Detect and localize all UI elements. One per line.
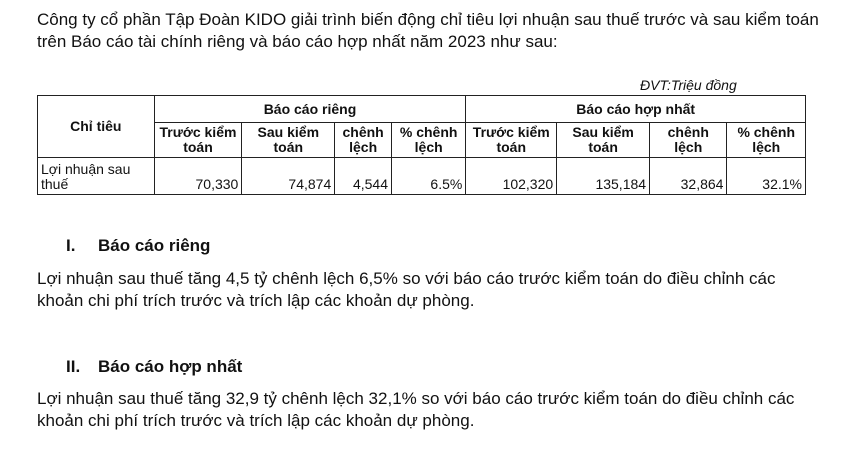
row-header-cell: Chỉ tiêu [38,96,155,158]
table-cell: 32.1% [727,158,806,195]
column-header: chênh lệch [335,123,392,158]
section-paragraph-consolidated: Lợi nhuận sau thuế tăng 32,9 tỷ chênh lệch 32,1% so với báo cáo trước kiểm toán do điều chỉnh các khoản chi phí trích trước và trích lập các khoản dự phòng. [37,389,795,430]
table-cell: 4,544 [335,158,392,195]
column-header: % chênh lệch [392,123,466,158]
section-heading-consolidated [66,357,242,377]
column-header: Trước kiểm toán [154,123,242,158]
section-heading-separate [66,236,210,256]
table-cell: 74,874 [242,158,335,195]
section-title: Báo cáo hợp nhất [98,357,243,376]
row-label: Lợi nhuận sau thuế [38,158,155,195]
group-header-separate: Báo cáo riêng [154,96,466,123]
section-number: I. [66,236,76,255]
section-paragraph-separate: Lợi nhuận sau thuế tăng 4,5 tỷ chênh lệch 6,5% so với báo cáo trước kiểm toán do điều chỉnh các khoản chi phí trích trước và trích lập các khoản dự phòng. [37,269,776,310]
table-cell: 6.5% [392,158,466,195]
table-cell: 32,864 [650,158,727,195]
table-row [38,158,806,195]
section-title: Báo cáo riêng [98,236,211,255]
column-header: % chênh lệch [727,123,806,158]
section-number: II. [66,357,81,376]
group-header-consolidated: Báo cáo hợp nhất [466,96,806,123]
profit-comparison-table [37,95,806,195]
column-header: chênh lệch [650,123,727,158]
table-cell: 70,330 [154,158,242,195]
unit-label: ĐVT:Triệu đồng [640,77,737,93]
column-header: Sau kiểm toán [557,123,650,158]
table-cell: 102,320 [466,158,557,195]
column-header: Sau kiểm toán [242,123,335,158]
column-header: Trước kiểm toán [466,123,557,158]
table-header-row-groups [38,96,806,123]
intro-paragraph: Công ty cổ phần Tập Đoàn KIDO giải trình biến động chỉ tiêu lợi nhuận sau thuế trước và sau kiểm toán trên Báo cáo tài chính riêng và báo cáo hợp nhất năm 2023 như sau: [37,10,819,51]
table-cell: 135,184 [557,158,650,195]
